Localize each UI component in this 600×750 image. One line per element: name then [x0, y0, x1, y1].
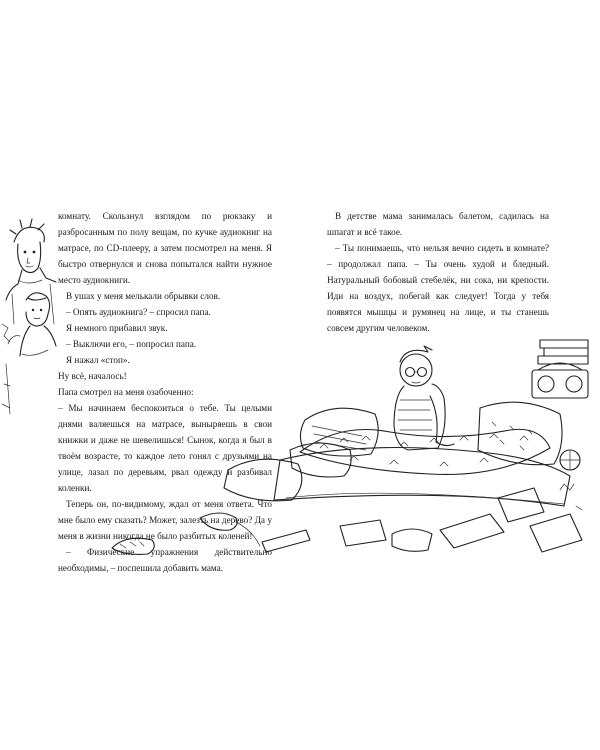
- paragraph: – Физические упражнения действительно необходимы, – поспешила добавить мама.: [58, 547, 272, 573]
- paragraph: комнату. Скользнул взглядом по рюкзаку и разбросанным по полу вещам, по кучке аудиокниг на матрасе, по CD-плееру, а затем посмотрел на меня. Я быстро отвернулся и снова попытался найти нужное место аудиокниги.: [58, 211, 272, 285]
- right-text-column: [327, 208, 549, 336]
- paragraph: В детстве мама занималась балетом, садилась на шпагат и всё такое.: [327, 211, 549, 237]
- paragraph: – Опять аудиокнига? – спросил папа.: [66, 307, 211, 317]
- paragraph: Я нажал «стоп».: [66, 355, 130, 365]
- paragraph: – Выключи его, – попросил папа.: [66, 339, 197, 349]
- parents-peeking-illustration: [0, 214, 64, 424]
- paragraph: Я немного прибавил звук.: [66, 323, 168, 333]
- paragraph: – Ты понимаешь, что нельзя вечно сидеть в комнате? – продолжал папа. – Ты очень худой и бледный. Натуральный бобовый стебелёк, ни сока, ни крепости. Иди на воздух, побегай как следует! Тогда у тебя появятся мышцы и румянец на лице, и ты станешь совсем другим человеком.: [327, 243, 549, 333]
- paragraph: Ну всё, началось!: [58, 371, 127, 381]
- paragraph: – Мы начинаем беспокоиться о тебе. Ты целыми днями валяешься на матрасе, выныряешь в свои книжки и даже не шевелишься! Сынок, когда я был в твоём возрасте, то каждое лето гонял с друзьями на улице, лазал по деревьям, рвал одежду и разбивал коленки.: [58, 403, 272, 493]
- boy-on-mattress-illustration: [100, 330, 600, 570]
- paragraph: Папа смотрел на меня озабоченно:: [58, 387, 194, 397]
- paragraph: Теперь он, по-видимому, ждал от меня ответа. Что мне было ему сказать? Может, залезть на дерево? Да у меня в жизни никогда не было разбитых коленей!: [58, 499, 272, 541]
- paragraph: В ушах у меня мелькали обрывки слов.: [66, 291, 221, 301]
